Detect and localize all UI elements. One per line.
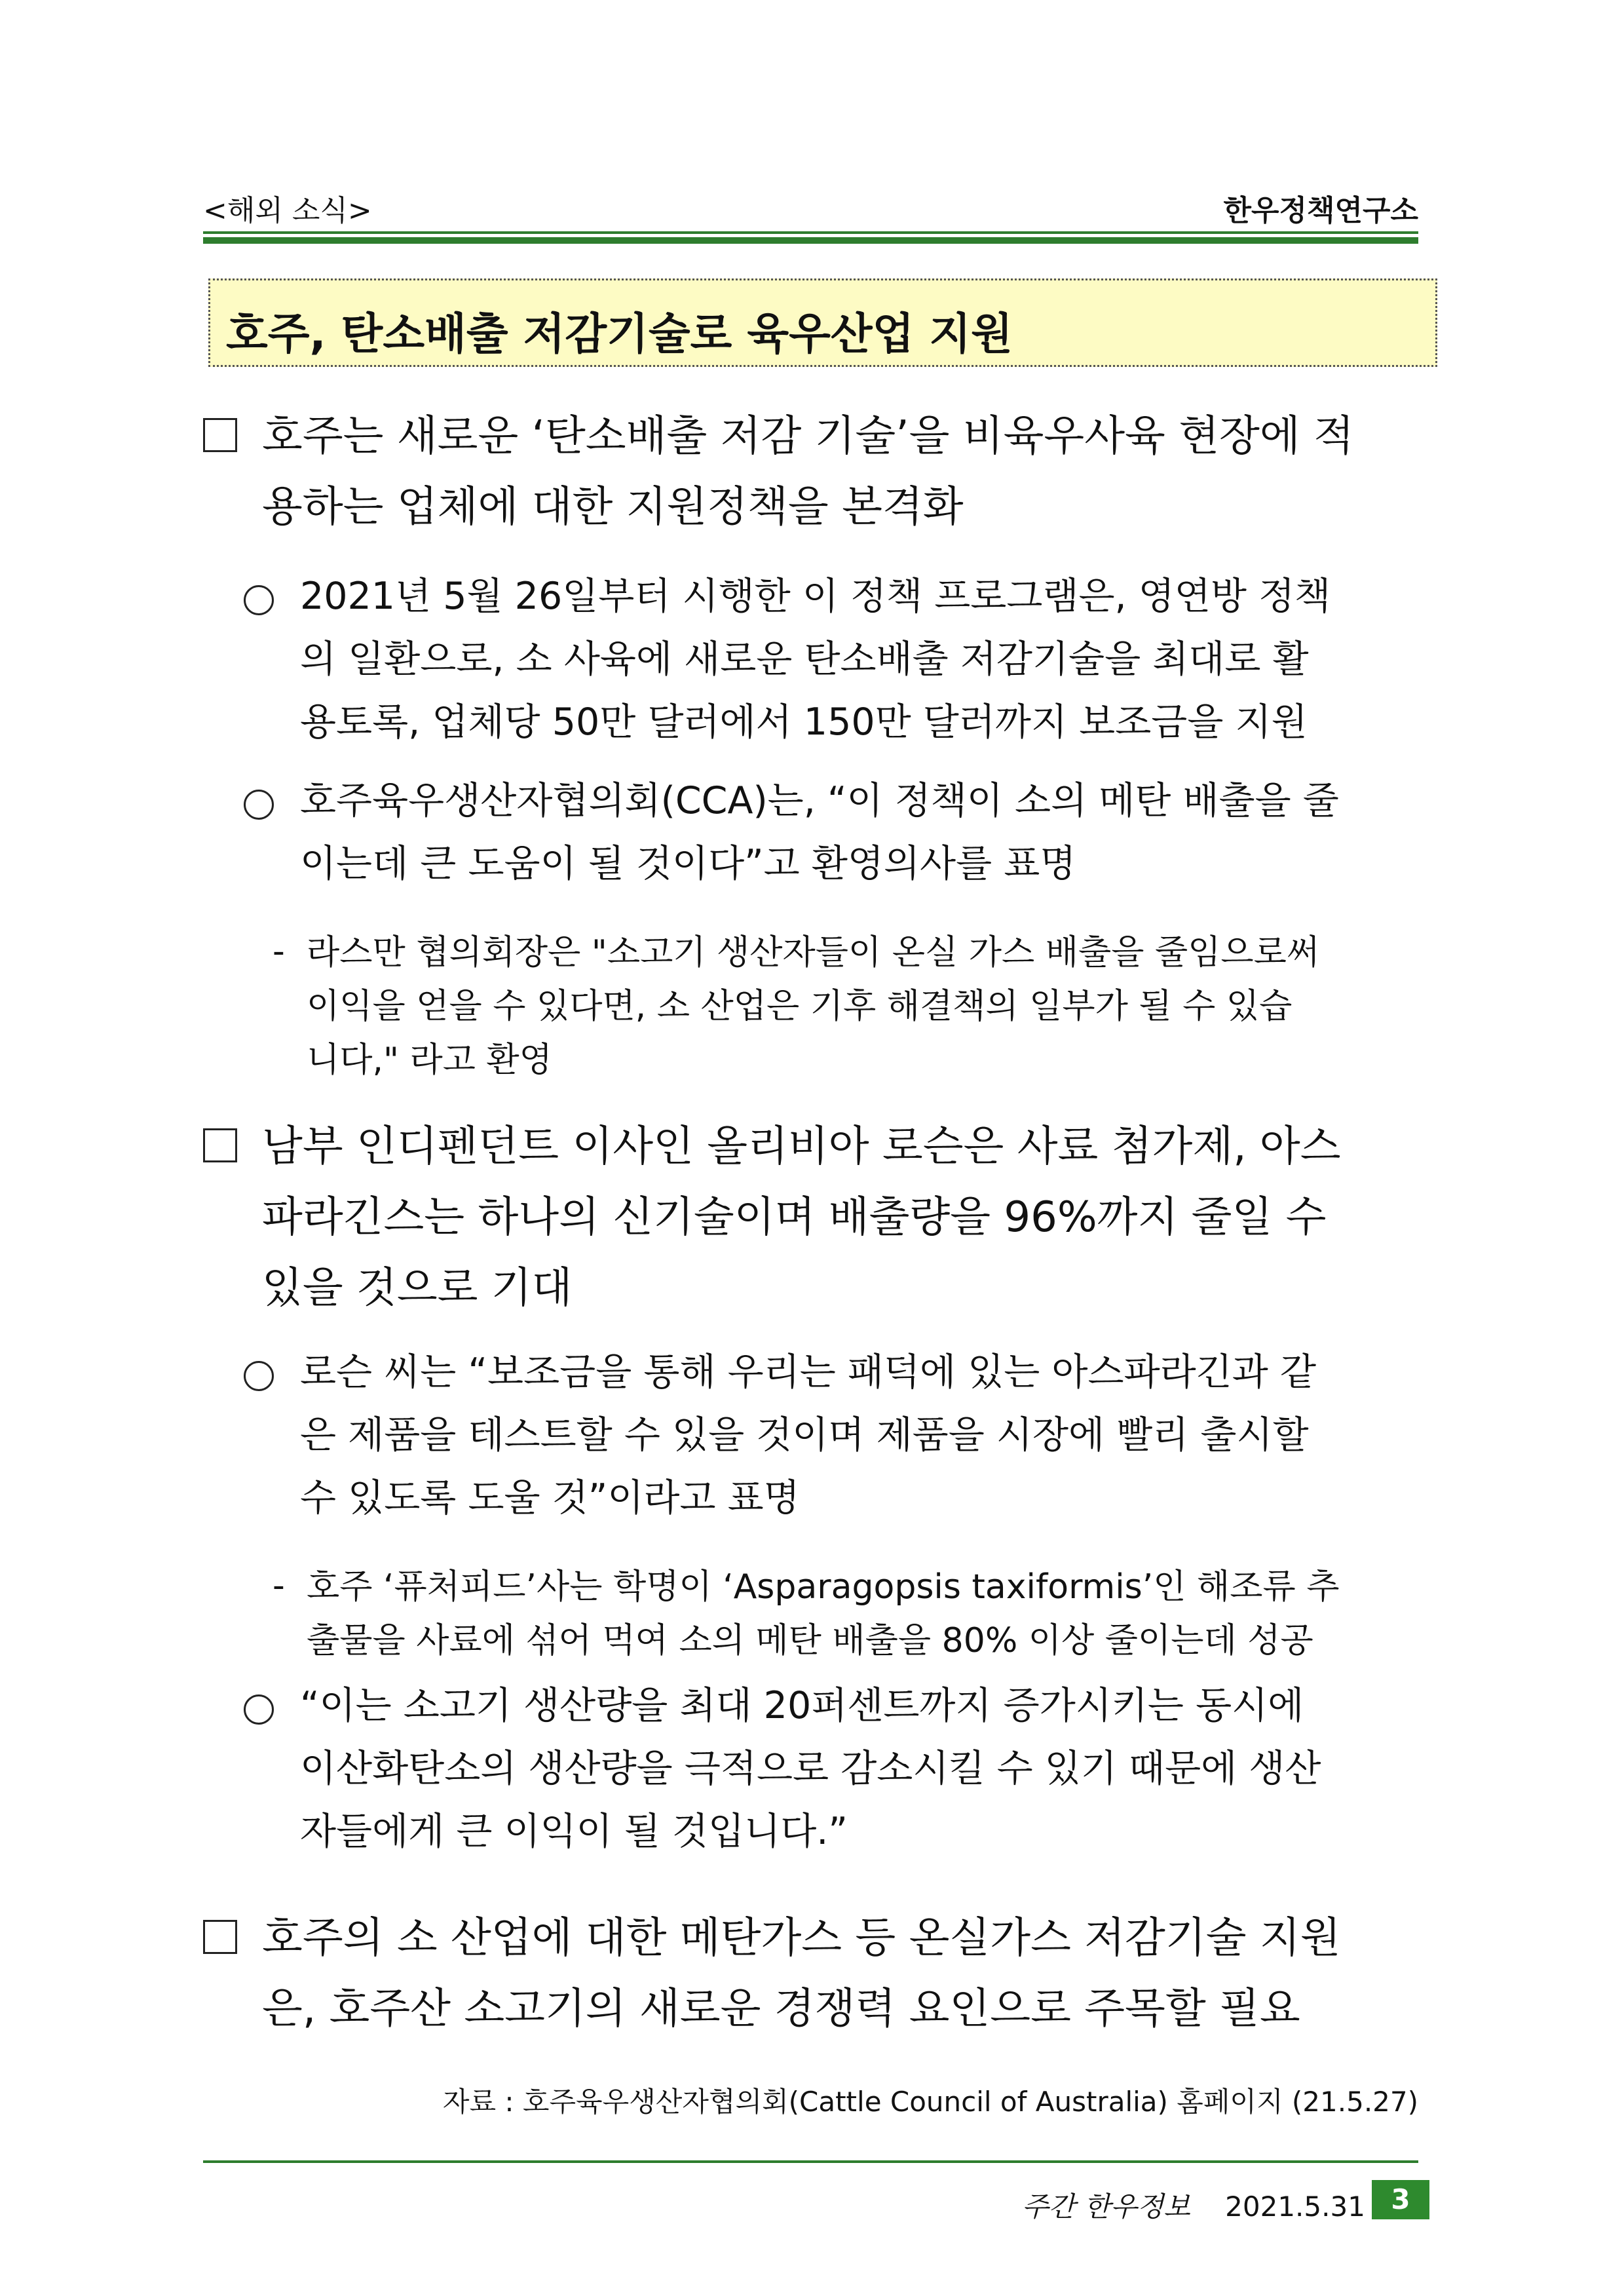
- header-rule-thick: [203, 237, 1418, 244]
- text-line: 파라긴스는 하나의 신기술이며 배출량을 96%까지 줄일 수: [262, 1193, 1327, 1242]
- text-line: 은 제품을 테스트할 수 있을 것이며 제품을 시장에 빨리 출시할: [300, 1413, 1309, 1457]
- dash-bullet-icon: -: [273, 1566, 285, 1605]
- dash-bullet-icon: -: [273, 932, 285, 971]
- circle-bullet-icon: [244, 585, 274, 615]
- text-line: 라스만 협의회장은 "소고기 생산자들이 온실 가스 배출을 줄임으로써: [307, 933, 1320, 972]
- text-line: “이는 소고기 생산량을 최대 20퍼센트까지 증가시키는 동시에: [300, 1684, 1304, 1727]
- square-bullet-icon: [203, 1128, 237, 1162]
- header-section-label: <해외 소식>: [203, 194, 372, 227]
- section-2-heading: [262, 1111, 1341, 1324]
- section-1-item-2-sub-1: [307, 926, 1319, 1087]
- text-line: 이는데 큰 도움이 될 것이다”고 환영의사를 표명: [300, 842, 1076, 885]
- square-bullet-icon: [203, 1920, 237, 1954]
- section-2-item-2: [300, 1674, 1321, 1863]
- text-line: 호주의 소 산업에 대한 메탄가스 등 온실가스 저감기술 지원: [262, 1914, 1341, 1962]
- text-line: 남부 인디펜던트 이사인 올리비아 로슨은 사료 첨가제, 아스: [262, 1122, 1341, 1171]
- text-line: 출물을 사료에 섞어 먹여 소의 메탄 배출을 80% 이상 줄이는데 성공: [307, 1621, 1313, 1660]
- text-line: 2021년 5월 26일부터 시행한 이 정책 프로그램은, 영연방 정책: [300, 575, 1331, 618]
- text-line: 용하는 업체에 대한 지원정책을 본격화: [262, 483, 964, 531]
- section-2-item-1: [300, 1341, 1316, 1529]
- text-line: 이산화탄소의 생산량을 극적으로 감소시킬 수 있기 때문에 생산: [300, 1747, 1321, 1790]
- text-line: 이익을 얻을 수 있다면, 소 산업은 기후 해결책의 일부가 될 수 있습: [307, 987, 1293, 1026]
- page-number-badge: 3: [1372, 2180, 1429, 2219]
- text-line: 은, 호주산 소고기의 새로운 경쟁력 요인으로 주목할 필요: [262, 1985, 1300, 2033]
- text-line: 수 있도록 도울 것”이라고 표명: [300, 1476, 800, 1520]
- circle-bullet-icon: [244, 1361, 274, 1391]
- text-line: 호주육우생산자협의회(CCA)는, “이 정책이 소의 메탄 배출을 줄: [300, 779, 1339, 822]
- title-box: [208, 278, 1437, 367]
- square-bullet-icon: [203, 418, 237, 452]
- text-line: 있을 것으로 기대: [262, 1264, 573, 1312]
- section-1-heading: [262, 401, 1354, 543]
- footer-publication: 주간 한우정보: [1022, 2191, 1190, 2223]
- section-3-heading: [262, 1903, 1341, 2044]
- footer-rule: [203, 2160, 1418, 2163]
- footer-date: 2021.5.31: [1225, 2191, 1365, 2223]
- page-title: 호주, 탄소배출 저감기술로 육우산업 지원: [226, 309, 1013, 359]
- header-rule-thin: [203, 231, 1418, 234]
- source-citation: 자료 : 호주육우생산자협의회(Cattle Council of Australia) 홈페이지 (21.5.27): [442, 2086, 1418, 2118]
- footer: [1022, 2185, 1365, 2225]
- section-2-item-1-sub-1: [307, 1560, 1340, 1668]
- text-line: 의 일환으로, 소 사육에 새로운 탄소배출 저감기술을 최대로 활: [300, 638, 1309, 681]
- header-organization: 한우정책연구소: [1223, 194, 1418, 227]
- text-line: 용토록, 업체당 50만 달러에서 150만 달러까지 보조금을 지원: [300, 700, 1308, 744]
- section-1-item-1: [300, 565, 1331, 754]
- text-line: 니다," 라고 환영: [307, 1041, 552, 1080]
- text-line: 자들에게 큰 이익이 될 것입니다.”: [300, 1810, 848, 1853]
- text-line: 호주는 새로운 ‘탄소배출 저감 기술’을 비육우사육 현장에 적: [262, 412, 1354, 461]
- circle-bullet-icon: [244, 790, 274, 820]
- circle-bullet-icon: [244, 1694, 274, 1725]
- text-line: 호주 ‘퓨처피드’사는 학명이 ‘Asparagopsis taxiformis’인 해조류 추: [307, 1567, 1340, 1607]
- text-line: 로슨 씨는 “보조금을 통해 우리는 패덕에 있는 아스파라긴과 같: [300, 1350, 1317, 1394]
- section-1-item-2: [300, 769, 1339, 895]
